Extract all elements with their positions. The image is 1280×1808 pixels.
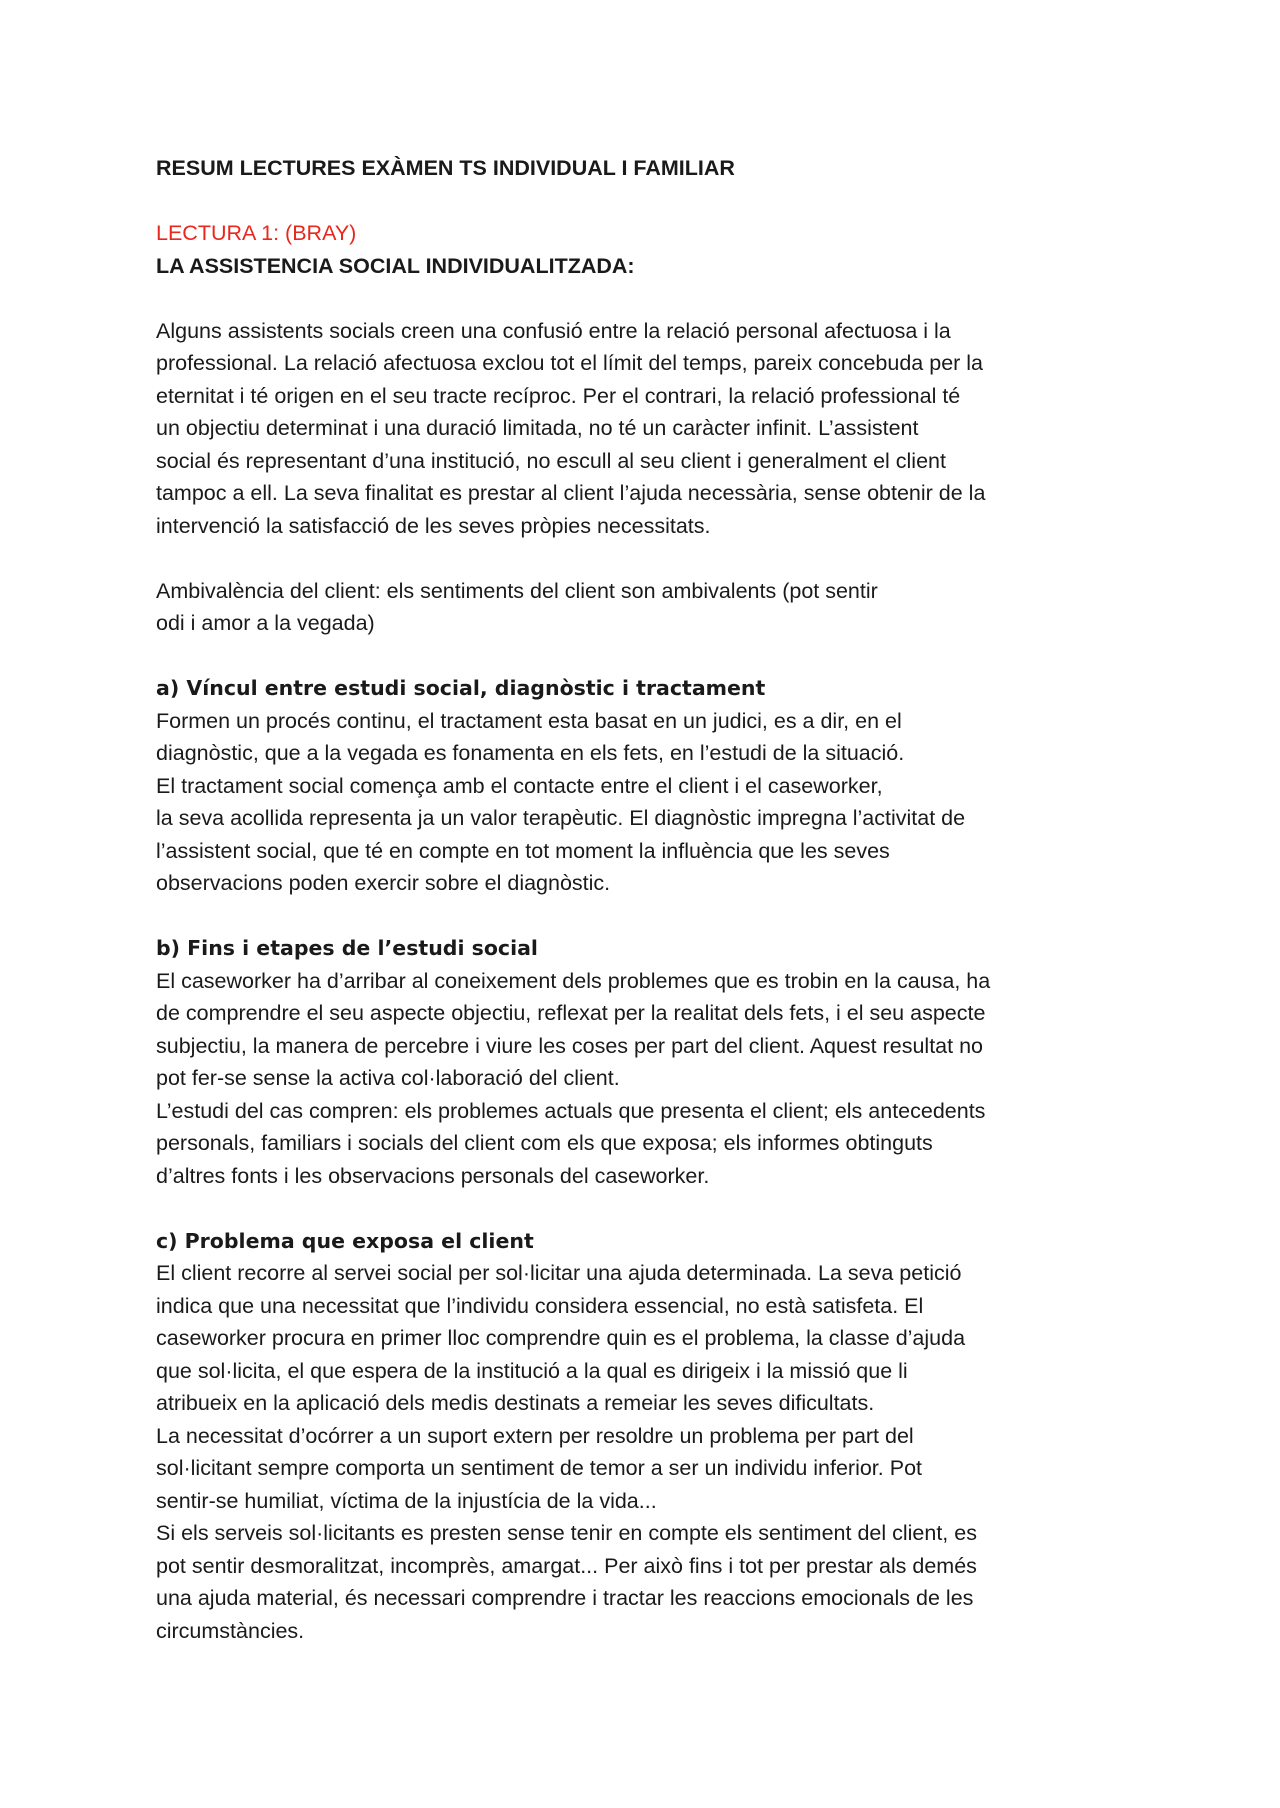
spacer [156, 900, 1086, 933]
section-title: LA ASSISTENCIA SOCIAL INDIVIDUALITZADA: [156, 253, 635, 278]
paragraph-line: observacions poden exercir sobre el diagnòstic. [156, 871, 611, 895]
paragraph-line: pot sentir desmoralitzat, incomprès, amargat... Per això fins i tot per prestar als demés [156, 1553, 977, 1578]
paragraph-line: social és representant d’una institució, no escull al seu client i generalment el client [156, 448, 946, 473]
intro-paragraph [156, 315, 1086, 543]
paragraph-line: El caseworker ha d’arribar al coneixement dels problemes que es trobin en la causa, ha [156, 968, 991, 993]
paragraph-line: circumstàncies. [156, 1618, 305, 1643]
paragraph-line: una ajuda material, és necessari comprendre i tractar les reaccions emocionals de les [156, 1586, 974, 1610]
document-page [156, 152, 1086, 1647]
paragraph-line: odi i amor a la vegada) [156, 611, 375, 635]
paragraph-line: diagnòstic, que a la vegada es fonamenta en els fets, en l’estudi de la situació. [156, 741, 905, 765]
paragraph-line: l’assistent social, que té en compte en tot moment la influència que les seves [156, 838, 890, 863]
section-c-heading: c) Problema que exposa el client [156, 1228, 534, 1253]
paragraph-line: atribueix en la aplicació dels medis destinats a remeiar les seves dificultats. [156, 1391, 875, 1415]
paragraph-line: L’estudi del cas compren: els problemes actuals que presenta el client; els antecedents [156, 1098, 986, 1123]
paragraph-line: intervenció la satisfacció de les seves pròpies necessitats. [156, 513, 711, 538]
ambivalence-paragraph [156, 575, 1086, 640]
spacer [156, 282, 1086, 315]
paragraph-line: eternitat i té origen en el seu tracte recíproc. Per el contrari, la relació professional té [156, 383, 961, 408]
paragraph-line: que sol·licita, el que espera de la institució a la qual es dirigeix i la missió que li [156, 1358, 908, 1383]
document-title: RESUM LECTURES EXÀMEN TS INDIVIDUAL I FAMILIAR [156, 156, 735, 180]
paragraph-line: Si els serveis sol·licitants es presten sense tenir en compte els sentiment del client, es [156, 1521, 977, 1545]
spacer [156, 640, 1086, 673]
paragraph-line: sol·licitant sempre comporta un sentiment de temor a ser un individu inferior. Pot [156, 1456, 923, 1480]
section-b [156, 932, 1086, 1192]
spacer [156, 1192, 1086, 1225]
paragraph-line: El tractament social comença amb el contacte entre el client i el caseworker, [156, 773, 883, 798]
paragraph-line: La necessitat d’ocórrer a un suport extern per resoldre un problema per part del [156, 1423, 914, 1448]
paragraph-line: Formen un procés continu, el tractament esta basat en un judici, es a dir, en el [156, 708, 902, 733]
spacer [156, 542, 1086, 575]
paragraph-line: subjectiu, la manera de percebre i viure les coses per part del client. Aquest resultat no [156, 1033, 984, 1058]
paragraph-line: de comprendre el seu aspecte objectiu, reflexat per la realitat dels fets, i el seu aspecte [156, 1001, 986, 1025]
paragraph-line: tampoc a ell. La seva finalitat es prestar al client l’ajuda necessària, sense obtenir de la [156, 481, 986, 505]
section-a [156, 672, 1086, 900]
paragraph-line: la seva acollida representa ja un valor terapèutic. El diagnòstic impregna l’activitat de [156, 806, 966, 830]
paragraph-line: pot fer-se sense la activa col·laboració del client. [156, 1066, 620, 1090]
paragraph-line: El client recorre al servei social per sol·licitar una ajuda determinada. La seva petició [156, 1261, 962, 1285]
section-c [156, 1225, 1086, 1648]
section-b-heading: b) Fins i etapes de l’estudi social [156, 936, 538, 960]
paragraph-line: indica que una necessitat que l’individu considera essencial, no està satisfeta. El [156, 1293, 924, 1318]
section-a-heading: a) Víncul entre estudi social, diagnòstic i tractament [156, 676, 766, 700]
paragraph-line: d’altres fonts i les observacions personals del caseworker. [156, 1163, 710, 1188]
paragraph-line: Ambivalència del client: els sentiments del client son ambivalents (pot sentir [156, 578, 878, 603]
paragraph-line: un objectiu determinat i una duració limitada, no té un caràcter infinit. L’assistent [156, 416, 919, 440]
reading-label: LECTURA 1: (BRAY) [156, 221, 357, 245]
paragraph-line: personals, familiars i socials del client com els que exposa; els informes obtinguts [156, 1131, 933, 1155]
paragraph-line: Alguns assistents socials creen una confusió entre la relació personal afectuosa i la [156, 318, 951, 343]
paragraph-line: sentir-se humiliat, víctima de la injustícia de la vida... [156, 1488, 657, 1513]
paragraph-line: caseworker procura en primer lloc comprendre quin es el problema, la classe d’ajuda [156, 1326, 966, 1350]
paragraph-line: professional. La relació afectuosa exclou tot el límit del temps, pareix concebuda per la [156, 351, 984, 375]
